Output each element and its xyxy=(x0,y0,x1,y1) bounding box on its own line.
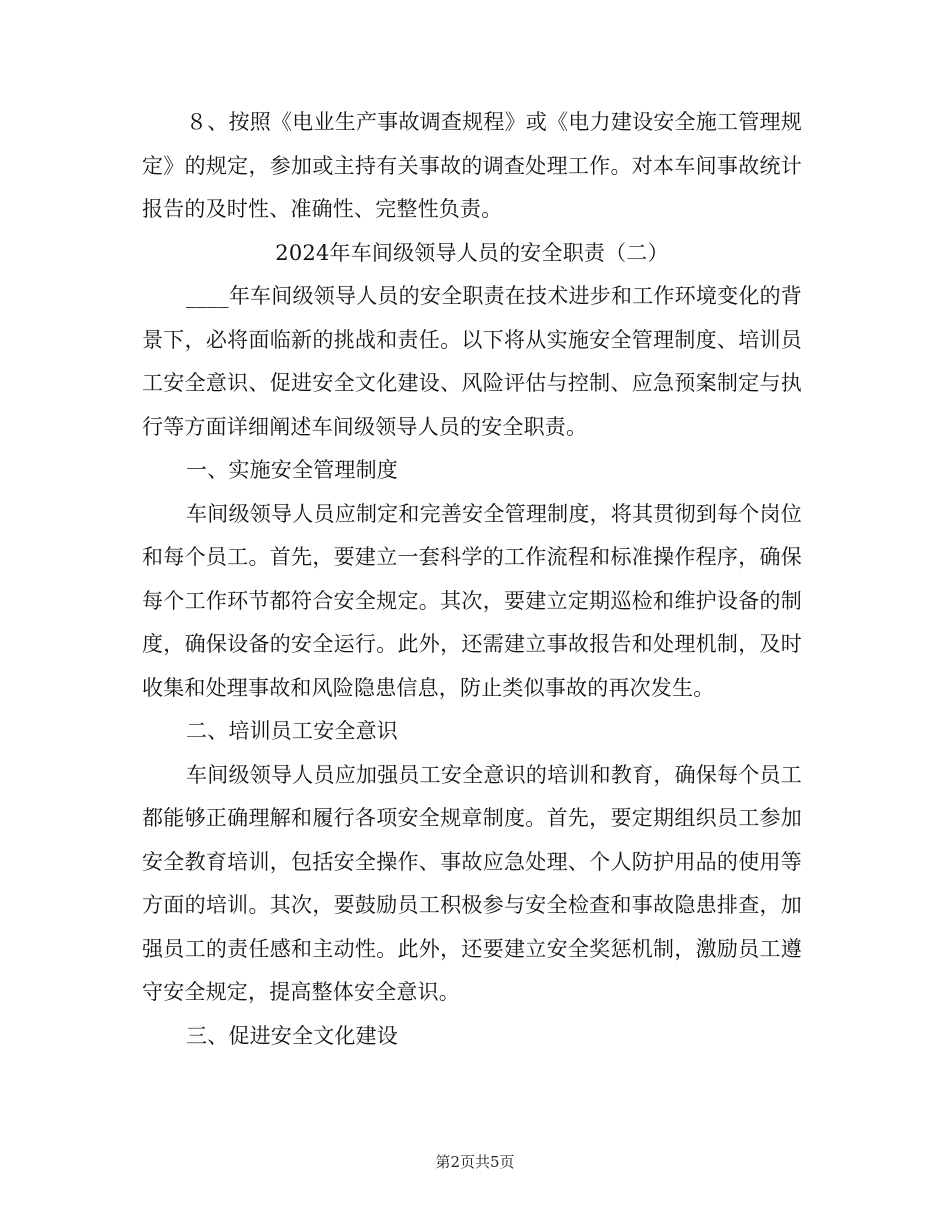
paragraph-safety-training: 车间级领导人员应加强员工安全意识的培训和教育，确保每个员工都能够正确理解和履行各项安全规章制度。首先，要定期组织员工参加安全教育培训，包括安全操作、事故应急处理、个人防护用品的使用等方面的培训。其次，要鼓励员工积极参与安全检查和事故隐患排查，加强员工的责任感和主动性。此外，还要建立安全奖惩机制，激励员工遵守安全规定，提高整体安全意识。 xyxy=(142,762,802,1004)
heading-1: 一、实施安全管理制度 xyxy=(186,458,398,482)
intro-paragraph: ____年车间级领导人员的安全职责在技术进步和工作环境变化的背景下，必将面临新的挑战和责任。以下将从实施安全管理制度、培训员工安全意识、促进安全文化建设、风险评估与控制、应急预案制定与执行等方面详细阐述车间级领导人员的安全职责。 xyxy=(142,284,802,439)
page-number: 第2页共5页 xyxy=(435,1153,515,1171)
heading-3: 三、促进安全文化建设 xyxy=(186,1023,398,1048)
heading-2: 二、培训员工安全意识 xyxy=(186,719,398,743)
document-body xyxy=(142,101,802,1058)
paragraph-item-8: ８、按照《电业生产事故调查规程》或《电力建设安全施工管理规定》的规定，参加或主持有关事故的调查处理工作。对本车间事故统计报告的及时性、准确性、完整性负责。 xyxy=(142,110,802,221)
section-title: 2024年车间级领导人员的安全职责（二） xyxy=(275,240,669,265)
paragraph-safety-management: 车间级领导人员应制定和完善安全管理制度，将其贯彻到每个岗位和每个员工。首先，要建立一套科学的工作流程和标准操作程序，确保每个工作环节都符合安全规定。其次，要建立定期巡检和维护设备的制度，确保设备的安全运行。此外，还需建立事故报告和处理机制，及时收集和处理事故和风险隐患信息，防止类似事故的再次发生。 xyxy=(142,501,802,700)
